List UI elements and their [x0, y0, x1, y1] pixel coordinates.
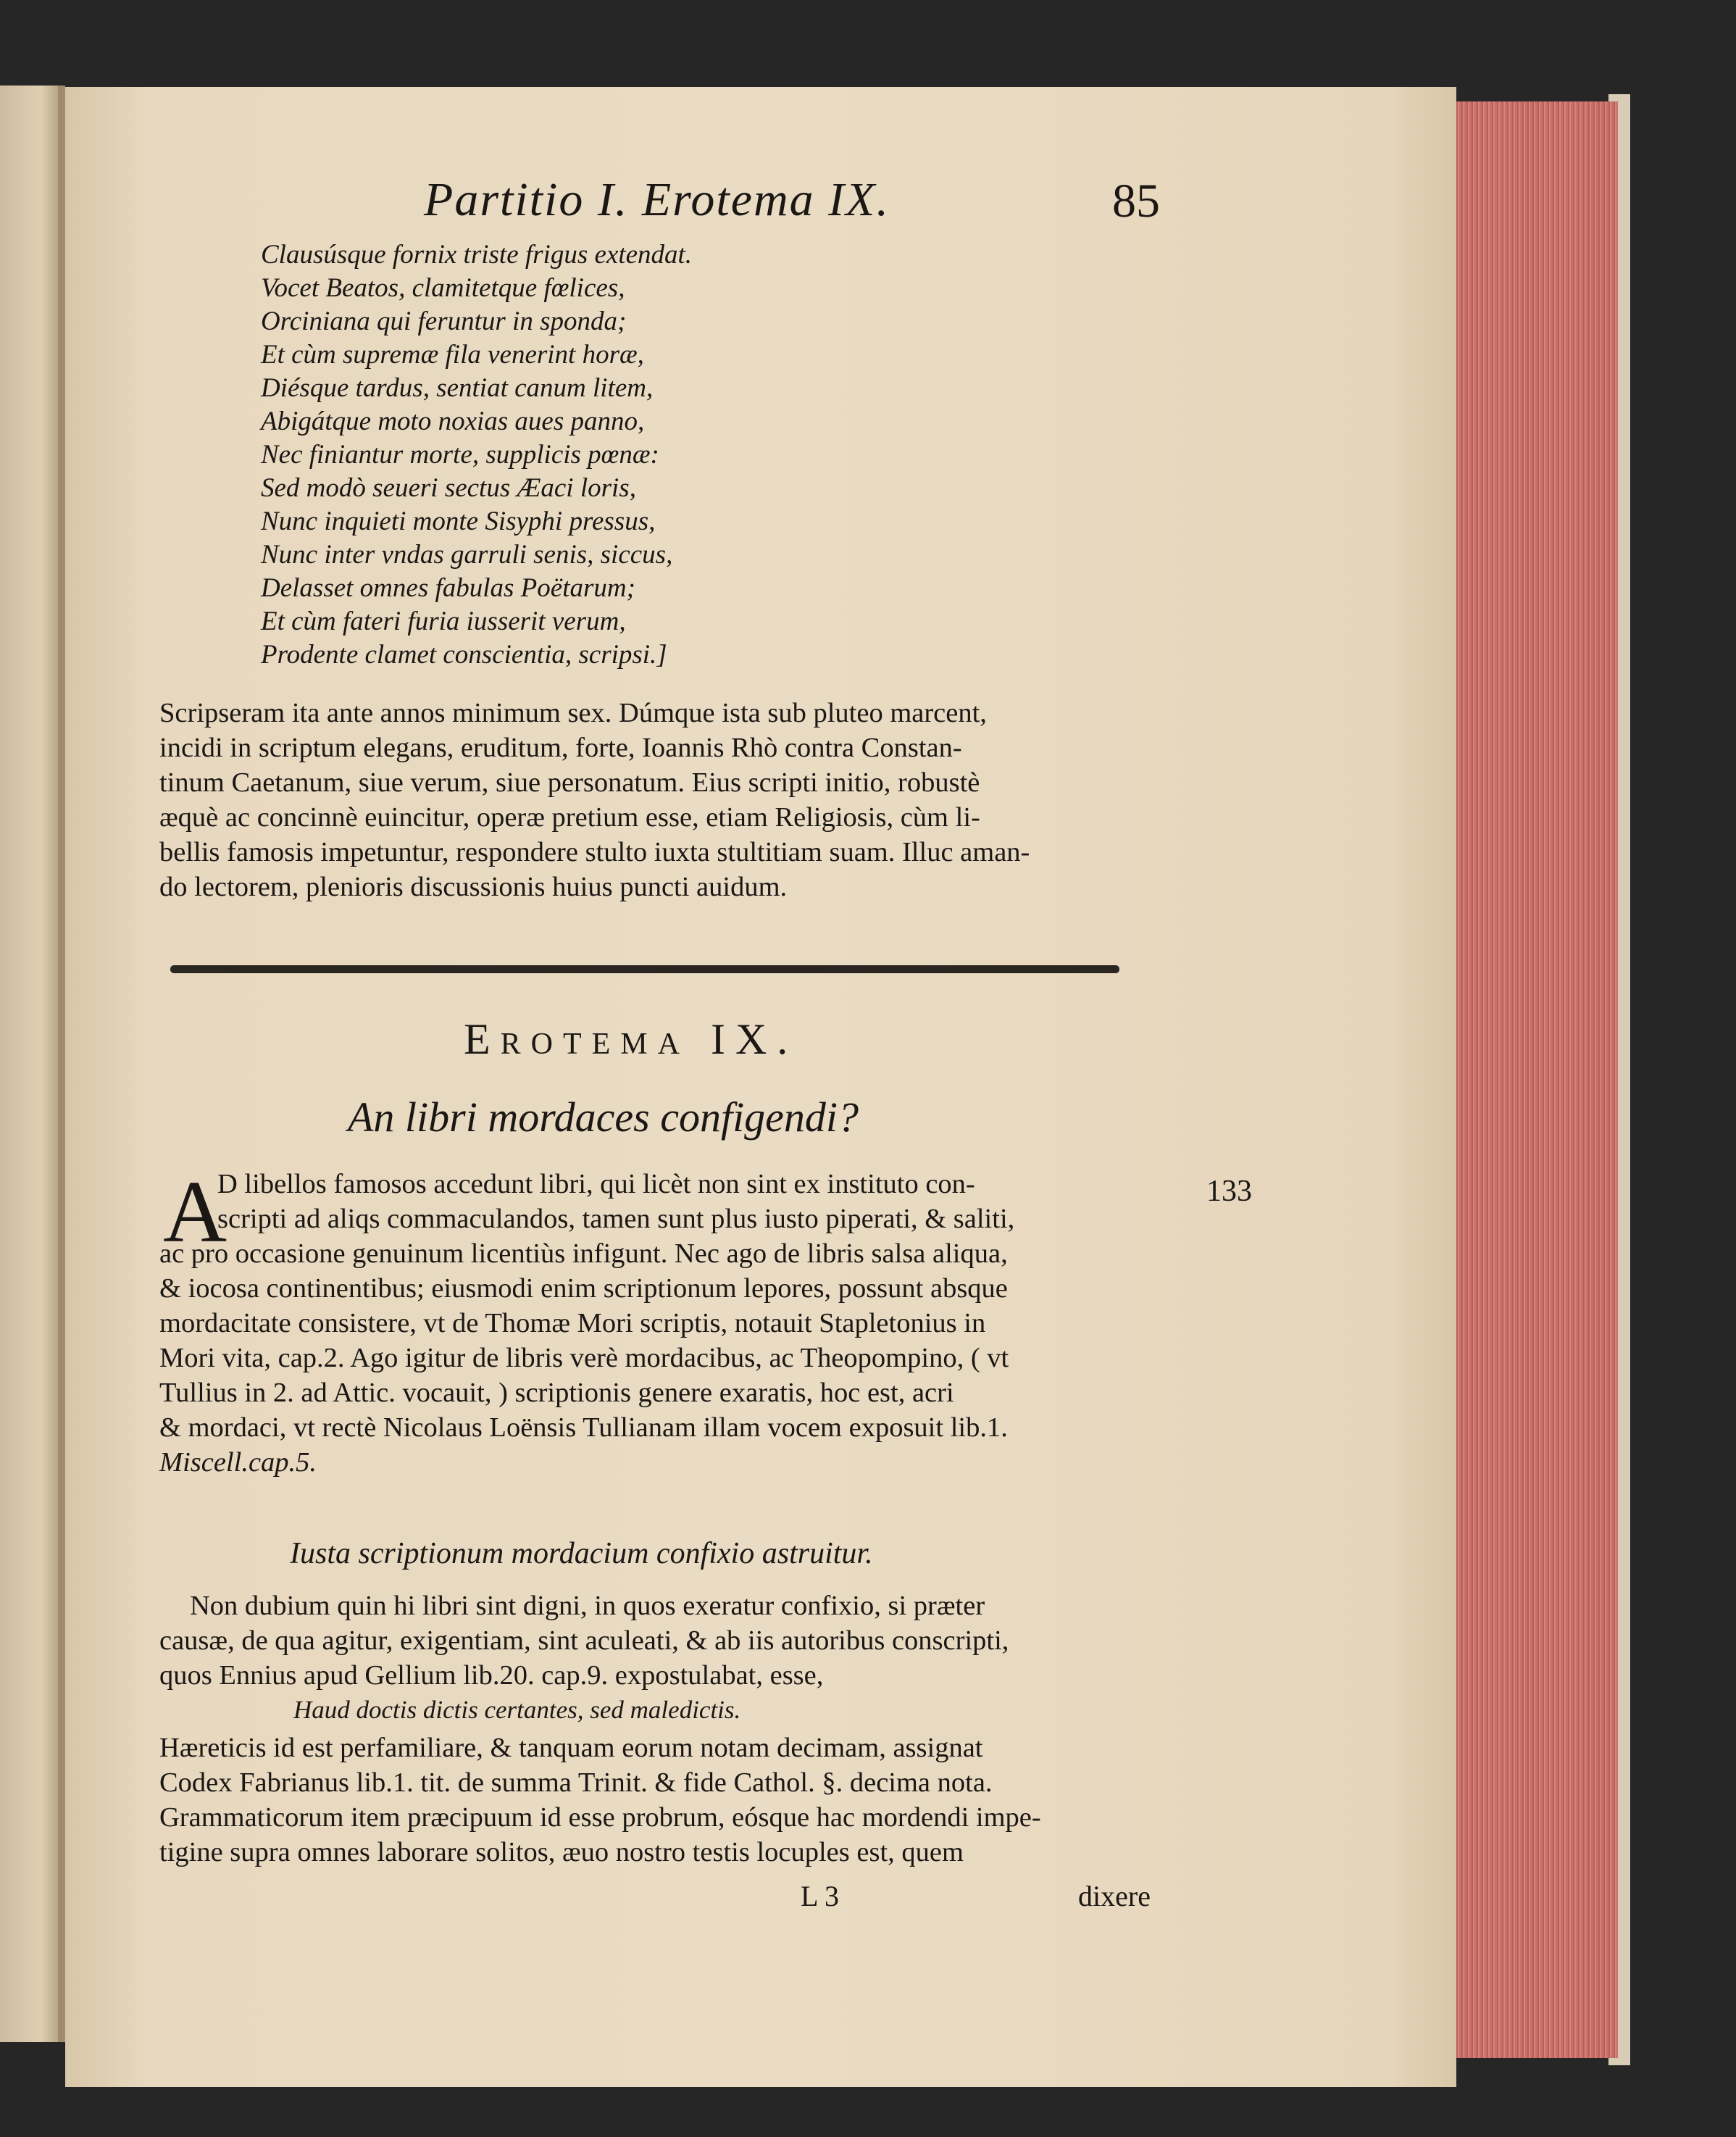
verse-line: Diésque tardus, sentiat canum litem, — [261, 373, 654, 403]
verse-line: Prodente clamet conscientia, scripsi.] — [261, 640, 667, 670]
verse-line: Clausúsque fornix triste frigus extendat. — [261, 240, 693, 270]
signature-mark: L 3 — [801, 1880, 839, 1912]
quote-line: Haud doctis dictis certantes, sed maledictis. — [293, 1696, 741, 1724]
text-line: quos Ennius apud Gellium lib.20. cap.9. expostulabat, esse, — [159, 1660, 824, 1691]
text-line: Scripseram ita ante annos minimum sex. Dúmque ista sub pluteo marcent, — [159, 698, 987, 728]
page-number: 85 — [1112, 175, 1160, 228]
verse-line: Nunc inquieti monte Sisyphi pressus, — [261, 507, 656, 536]
verse-line: Nec finiantur morte, supplicis pœnæ: — [261, 440, 659, 470]
chapter-heading: Erotema IX. — [464, 1015, 798, 1063]
text-line: Grammaticorum item præcipuum id esse probrum, eósque hac mordendi impe- — [159, 1802, 1041, 1833]
text-line: tinum Caetanum, siue verum, siue personatum. Eius scripti initio, robustè — [159, 767, 980, 798]
gutter-shadow — [58, 86, 65, 2042]
text-line: Tullius in 2. ad Attic. vocauit, ) scriptionis genere exaratis, hoc est, acri — [159, 1378, 954, 1408]
text-line: Non dubium quin hi libri sint digni, in quos exeratur confixio, si præter — [190, 1591, 985, 1621]
text-line: Hæreticis id est perfamiliare, & tanquam eorum notam decimam, assignat — [159, 1733, 983, 1763]
text-line: incidi in scriptum elegans, eruditum, forte, Ioannis Rhò contra Constan- — [159, 733, 962, 763]
verse-line: Vocet Beatos, clamitetque fœlices, — [261, 273, 625, 303]
verse-line: Abigátque moto noxias aues panno, — [261, 407, 645, 436]
verse-line: Orciniana qui feruntur in sponda; — [261, 307, 627, 336]
text-line: do lectorem, plenioris discussionis huius puncti auidum. — [159, 872, 788, 902]
text-line: D libellos famosos accedunt libri, qui licèt non sint ex instituto con- — [217, 1169, 975, 1199]
margin-number: 133 — [1206, 1175, 1252, 1208]
verse-line: Et cùm supremæ fila venerint horæ, — [261, 340, 644, 370]
chapter-subheading: An libri mordaces configendi? — [348, 1094, 859, 1141]
verse-line: Delasset omnes fabulas Poëtarum; — [261, 573, 635, 603]
text-line: tigine supra omnes laborare solitos, æuo nostro testis locuples est, quem — [159, 1837, 964, 1867]
text-line: ac pro occasione genuinum licentiùs infigunt. Nec ago de libris salsa aliqua, — [159, 1238, 1008, 1269]
text-line: Codex Fabrianus lib.1. tit. de summa Trinit. & fide Cathol. §. decima nota. — [159, 1767, 993, 1798]
text-line: æquè ac concinnè euincitur, operæ pretium esse, etiam Religiosis, cùm li- — [159, 802, 980, 833]
text-line: & iocosa continentibus; eiusmodi enim scriptionum lepores, possunt absque — [159, 1273, 1008, 1304]
verse-line: Sed modò seueri sectus Æaci loris, — [261, 473, 636, 503]
verse-line: Nunc inter vndas garruli senis, siccus, — [261, 540, 673, 570]
section-heading: Iusta scriptionum mordacium confixio astruitur. — [290, 1537, 873, 1570]
running-head: Partitio I. Erotema IX. — [424, 173, 890, 226]
section-rule — [170, 965, 1119, 973]
verse-line: Et cùm fateri furia iusserit verum, — [261, 607, 626, 636]
drop-cap: A — [163, 1163, 228, 1261]
text-line: causæ, de qua agitur, exigentiam, sint aculeati, & ab iis autoribus conscripti, — [159, 1625, 1009, 1656]
catchword: dixere — [1078, 1880, 1151, 1912]
text-line: bellis famosis impetuntur, respondere stulto iuxta stultitiam suam. Illuc aman- — [159, 837, 1030, 867]
text-line: Miscell.cap.5. — [159, 1447, 317, 1478]
text-line: Mori vita, cap.2. Ago igitur de libris verè mordacibus, ac Theopompino, ( vt — [159, 1343, 1009, 1373]
red-page-edges — [1442, 101, 1618, 2058]
text-line: scripti ad aliqs commaculandos, tamen sunt plus iusto piperati, & saliti, — [217, 1204, 1015, 1234]
text-line: & mordaci, vt rectè Nicolaus Loënsis Tullianam illam vocem exposuit lib.1. — [159, 1412, 1008, 1443]
facing-page-edge — [0, 86, 58, 2042]
text-line: mordacitate consistere, vt de Thomæ Mori scriptis, notauit Stapletonius in — [159, 1308, 986, 1338]
